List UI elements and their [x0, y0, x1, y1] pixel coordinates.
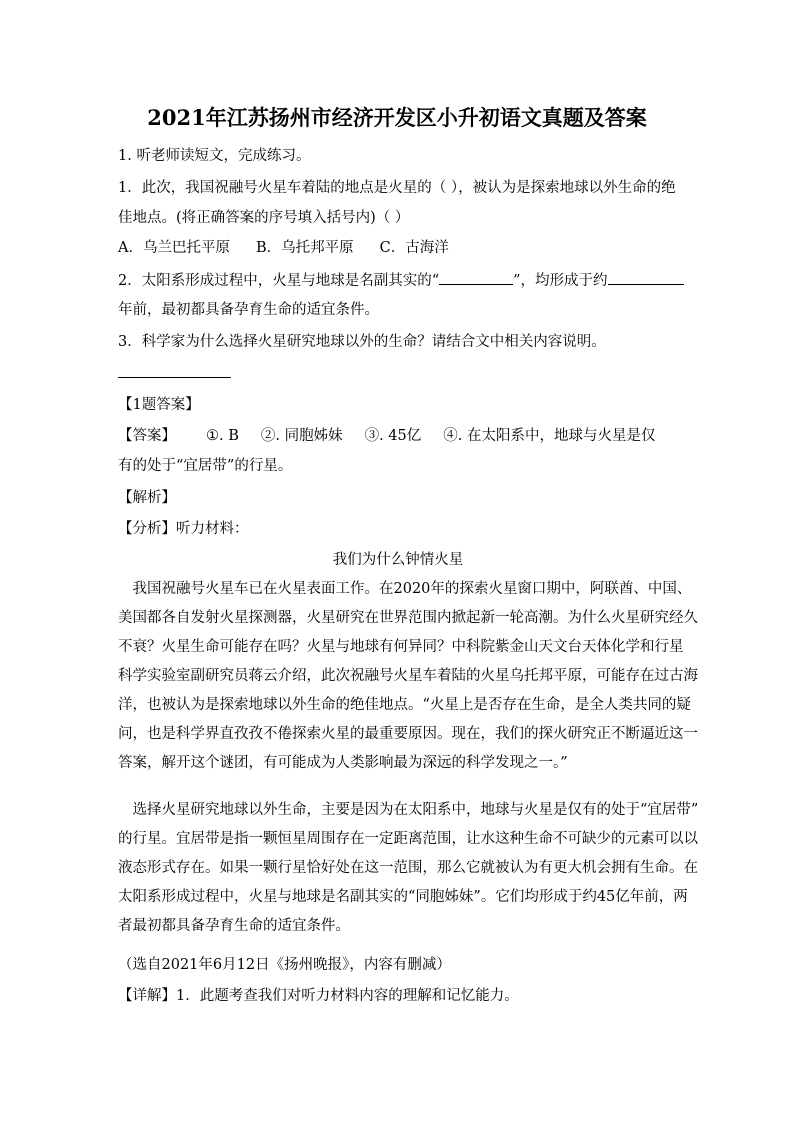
paragraph-2-line: 液态形式存在。如果一颗行星恰好处在这一范围，那么它就被认为有更大机会拥有生命。在: [118, 860, 698, 876]
option-c: C．古海洋: [379, 240, 449, 256]
answer-item-3: ③. 45亿: [364, 428, 422, 444]
question-3: 3．科学家为什么选择火星研究地球以外的生命？请结合文中相关内容说明。: [118, 334, 606, 350]
question-1-line-2: 佳地点。(将正确答案的序号填入括号内)（ ）: [118, 210, 410, 226]
paragraph-1-line: 美国都各自发射火星探测器，火星研究在世界范围内掀起新一轮高潮。为什么火星研究经久: [118, 610, 698, 626]
question-header: 1. 听老师读短文，完成练习。: [118, 148, 311, 164]
paragraph-1-line: 答案，解开这个谜团，有可能成为人类影响最为深远的科学发现之一。”: [118, 755, 568, 771]
paragraph-1-line: 科学实验室副研究员蒋云介绍，此次祝融号火星车着陆的火星乌托邦平原，可能存在过古海: [118, 668, 698, 684]
answer-blank-2[interactable]: [608, 270, 684, 285]
paragraph-2-line: 的行星。宜居带是指一颗恒星周围存在一定距离范围，让水这种生命不可缺少的元素可以以: [118, 831, 698, 847]
answer-divider: [118, 377, 231, 378]
paragraph-1-line: 不衰？火星生命可能存在吗？火星与地球有何异同？中科院紫金山天文台天体化学和行星: [118, 639, 684, 655]
answer-section-heading: 【1题答案】: [118, 397, 200, 413]
answer-blank-1[interactable]: [439, 270, 513, 285]
answer-line-1: [118, 426, 678, 446]
answer-item-1: ①. B: [206, 428, 239, 444]
source-citation: （选自2021年6月12日《扬州晚报》，内容有删减）: [118, 957, 451, 973]
paragraph-1-line: 问，也是科学界直孜孜不倦探索火星的最重要原因。现在，我们的探火研究正不断逼近这一: [118, 726, 698, 742]
answer-label: 【答案】: [118, 428, 176, 444]
paragraph-1-line: 洋，也被认为是探索地球以外生命的绝佳地点。“火星上是否存在生命，是全人类共同的疑: [118, 697, 691, 713]
paragraph-2-line: 选择火星研究地球以外生命，主要是因为在太阳系中，地球与火星是仅有的处于“宜居带”: [118, 802, 699, 818]
answer-line-2: 有的处于“宜居带”的行星。: [118, 458, 293, 474]
answer-item-4: ④. 在太阳系中，地球与火星是仅: [443, 428, 656, 444]
answer-item-2: ②. 同胞姊妹: [260, 428, 343, 444]
detail-explanation: 【详解】1．此题考查我们对听力材料内容的理解和记忆能力。: [118, 988, 519, 1004]
paragraph-1-line: 我国祝融号火星车已在火星表面工作。在2020年的探索火星窗口期中，阿联酋、中国、: [118, 581, 692, 597]
paragraph-2-line: 太阳系形成过程中，火星与地球是名副其实的“同胞姊妹”。它们均形成于约45亿年前，两: [118, 889, 688, 905]
analysis-heading: 【解析】: [118, 490, 176, 506]
question-1-line-1: 1．此次，我国祝融号火星车着陆的地点是火星的（ ），被认为是探索地球以外生命的绝: [118, 180, 676, 196]
question-2-line-2: 年前，最初都具备孕育生命的适宜条件。: [118, 302, 379, 318]
question-2-text-b: ”，均形成于约: [513, 273, 608, 289]
option-a: A．乌兰巴托平原: [118, 240, 230, 256]
question-1-options: [118, 238, 678, 258]
option-b: B．乌托邦平原: [255, 240, 354, 256]
question-2-text-a: 2．太阳系形成过程中，火星与地球是名副其实的“: [118, 273, 440, 289]
paragraph-2-line: 者最初都具备孕育生命的适宜条件。: [118, 918, 350, 934]
page-title: 2021年江苏扬州市经济开发区小升初语文真题及答案: [147, 105, 647, 130]
question-2-line-1: [118, 270, 678, 291]
article-title: 我们为什么钟情火星: [332, 552, 464, 568]
analysis-intro: 【分析】听力材料：: [118, 521, 249, 537]
